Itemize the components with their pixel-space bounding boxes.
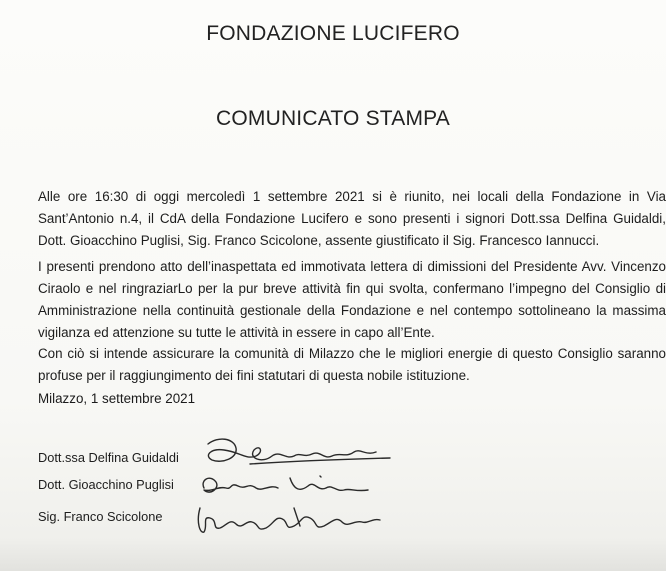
document-title: FONDAZIONE LUCIFERO (206, 22, 460, 45)
scan-shadow (0, 537, 666, 571)
signature-guidaldi (208, 439, 390, 464)
handwritten-signatures (190, 430, 400, 550)
signature-puglisi (203, 476, 368, 492)
signer-name: Dott. Gioacchino Puglisi (38, 477, 174, 492)
signer-name: Dott.ssa Delfina Guidaldi (38, 450, 179, 465)
signer-name: Sig. Franco Scicolone (38, 509, 163, 524)
signature-scicolone (198, 508, 380, 532)
dateline: Milazzo, 1 settembre 2021 (38, 391, 196, 406)
paragraph-meeting: Alle ore 16:30 di oggi mercoledì 1 settembre 2021 si è riunito, nei locali della Fondazione in Via Sant’Antonio n.4, il CdA della Fondazione Lucifero e sono presenti i signori Dott.ssa Delfina Guidaldi, Dott. Gioacchino Puglisi, Sig. Franco Scicolone, assente giustificato il Sig. Francesco Iannucci. (38, 189, 666, 248)
paragraph-resignation: I presenti prendono atto dell’inaspettata ed immotivata lettera di dimissioni del Presidente Avv. Vincenzo Ciraolo e nel ringraziarLo per la pur breve attività fin qui svolta, confermano l’impegno del Consiglio di Amministrazione nella continuità gestionale della Fondazione e nel contempo sottolineano la massima vigilanza ed attenzione su tutte le attività in essere in capo all’Ente. (38, 259, 666, 340)
document-subtitle: COMUNICATO STAMPA (215, 107, 451, 130)
paragraph-assurance: Con ciò si intende assicurare la comunità di Milazzo che le migliori energie di questo Consiglio saranno profuse per il raggiungimento dei fini statutari di questa nobile istituzione. (38, 346, 666, 383)
